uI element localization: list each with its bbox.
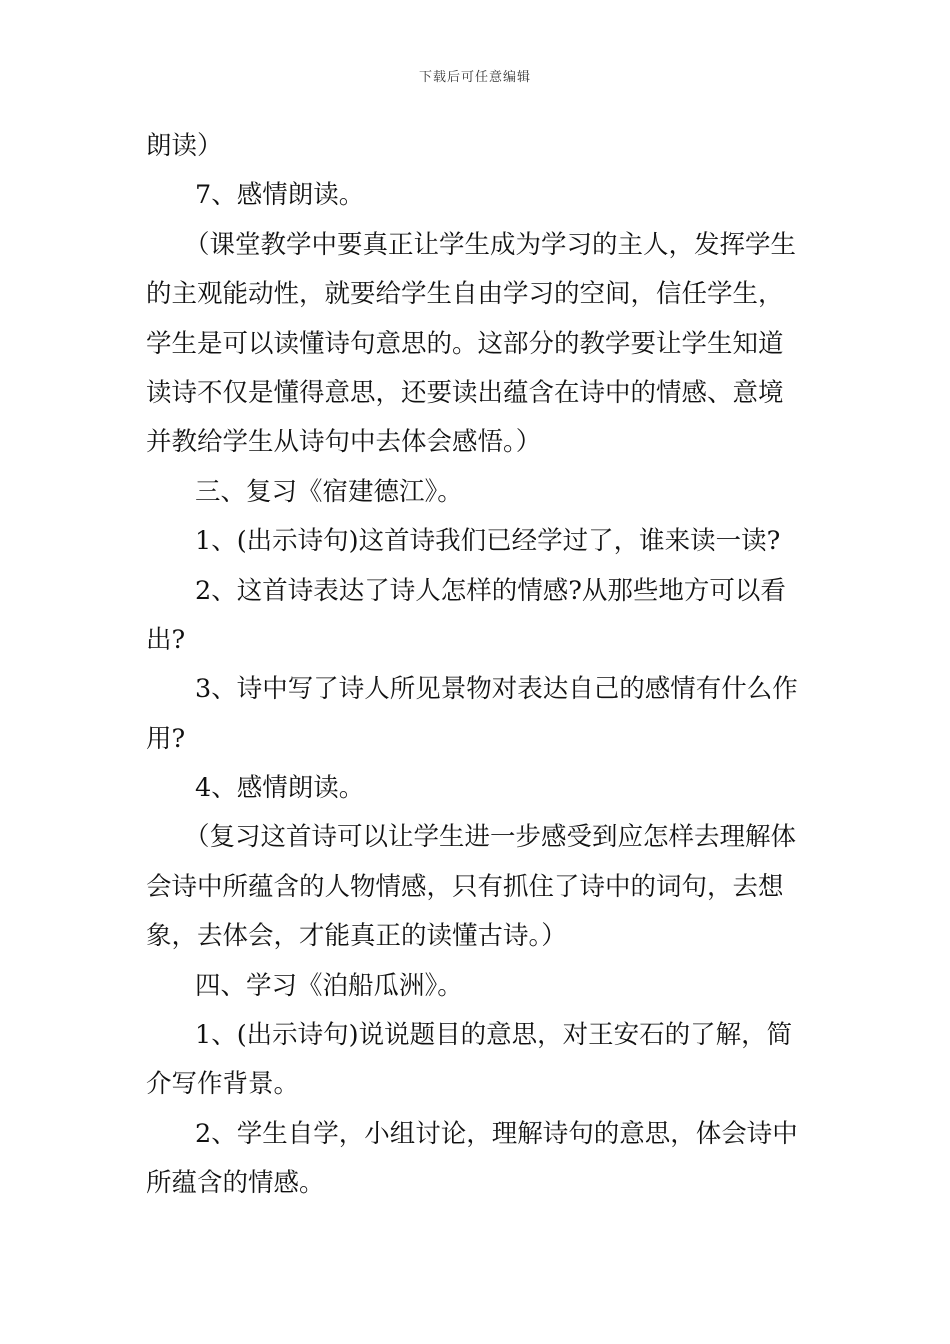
paragraph-line: 3、诗中写了诗人所见景物对表达自己的感情有什么作 (195, 674, 798, 705)
paragraph-line: 并教给学生从诗句中去体会感悟。） (146, 427, 542, 458)
paragraph-line: 7、感情朗读。 (195, 180, 365, 211)
paragraph-line: 介写作背景。 (146, 1069, 300, 1100)
paragraph-line: （课堂教学中要真正让学生成为学习的主人，发挥学生 (184, 229, 797, 260)
paragraph-line: 学生是可以读懂诗句意思的。这部分的教学要让学生知道 (146, 328, 784, 359)
paragraph-line: 用? (146, 723, 186, 754)
paragraph-line: 1、(出示诗句)这首诗我们已经学过了，谁来读一读? (195, 526, 781, 557)
paragraph-line: 2、这首诗表达了诗人怎样的情感?从那些地方可以看 (195, 575, 786, 606)
document-body (146, 128, 814, 1215)
paragraph-line: 4、感情朗读。 (195, 773, 365, 804)
paragraph-line: 2、学生自学，小组讨论，理解诗句的意思，体会诗中 (195, 1118, 798, 1149)
paragraph-line: 所蕴含的情感。 (146, 1168, 325, 1199)
section-heading: 四、学习《泊船瓜洲》。 (195, 970, 463, 1001)
section-heading: 三、复习《宿建德江》。 (195, 476, 463, 507)
page-header: 下载后可任意编辑 (418, 70, 531, 85)
paragraph-line: 朗读） (146, 131, 223, 161)
paragraph-line: 会诗中所蕴含的人物情感，只有抓住了诗中的词句，去想 (146, 871, 784, 902)
paragraph-line: 出? (146, 624, 186, 655)
paragraph-line: （复习这首诗可以让学生进一步感受到应怎样去理解体 (184, 822, 797, 853)
paragraph-line: 1、(出示诗句)说说题目的意思，对王安石的了解，简 (195, 1020, 793, 1051)
paragraph-line: 的主观能动性，就要给学生自由学习的空间，信任学生， (146, 279, 784, 310)
paragraph-line: 读诗不仅是懂得意思，还要读出蕴含在诗中的情感、意境 (146, 377, 784, 408)
paragraph-line: 象，去体会，才能真正的读懂古诗。） (146, 921, 567, 952)
